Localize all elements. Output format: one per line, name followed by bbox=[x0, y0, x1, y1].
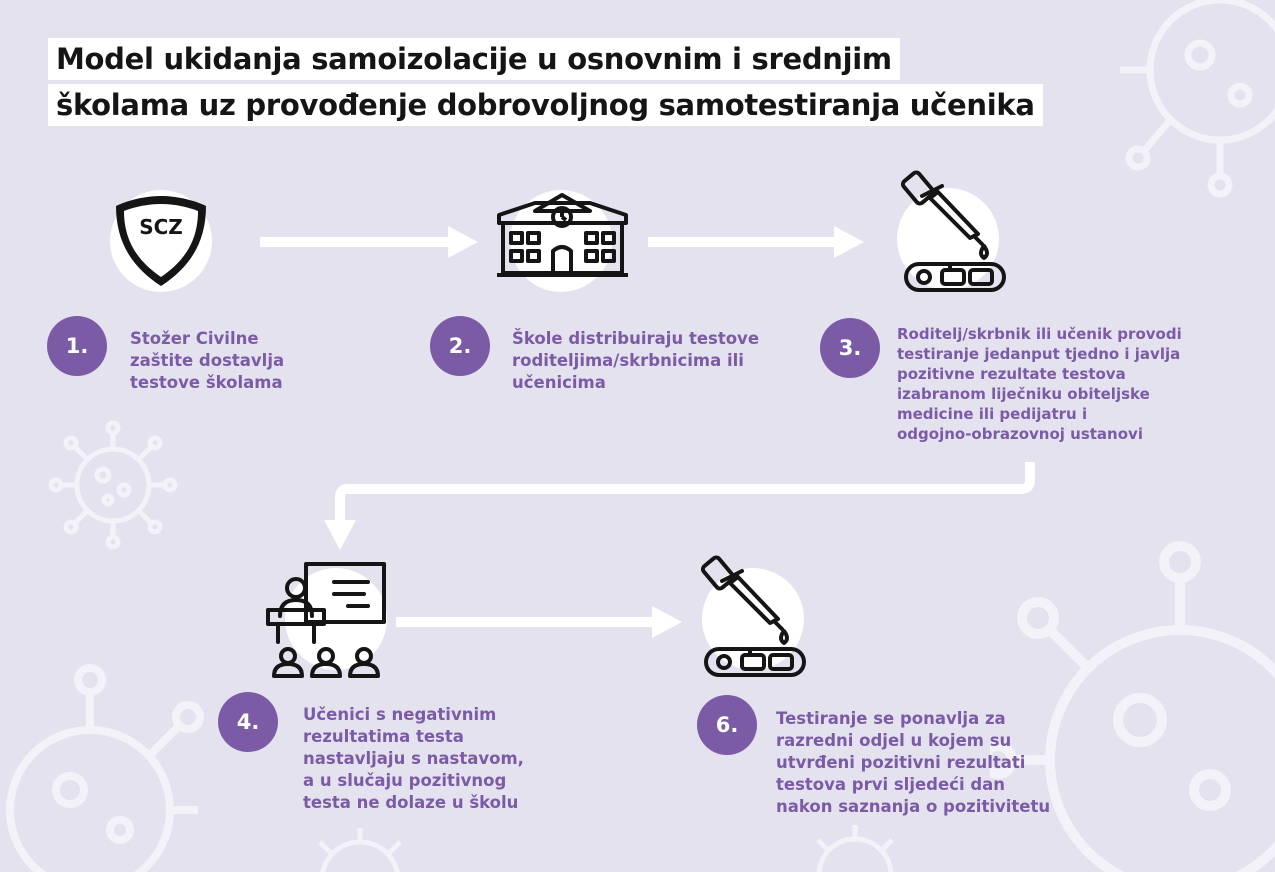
dropper-test-icon bbox=[700, 553, 810, 683]
scz-shield-icon bbox=[112, 192, 210, 290]
scz-shield-label: SCZ bbox=[139, 215, 183, 239]
step-1-badge: 1. bbox=[47, 316, 107, 376]
step-6-badge: 6. bbox=[697, 695, 757, 755]
step-3-description: Roditelj/skrbnik ili učenik provodi testiranje jedanput tjedno i javlja pozitivne rezultate testova izabranom liječniku obiteljske medicine ili pedijatru i odgojno-obrazovnoj ustanovi bbox=[897, 325, 1182, 443]
classroom-icon bbox=[264, 560, 389, 682]
virus-decoration-bottom-center-icon bbox=[300, 820, 420, 872]
arrow-step4-to-step6 bbox=[396, 606, 686, 638]
title-block bbox=[48, 38, 1043, 130]
step-2-badge: 2. bbox=[430, 316, 490, 376]
arrow-step2-to-step3 bbox=[648, 226, 868, 258]
virus-decoration-bottom-mid-icon bbox=[800, 815, 910, 872]
step-3-badge: 3. bbox=[820, 318, 880, 378]
virus-decoration-left-icon bbox=[48, 420, 178, 550]
step-2-description: Škole distribuiraju testove roditeljima/skrbnicima ili učenicima bbox=[512, 329, 760, 392]
page-title-line-2: školama uz provođenje dobrovoljnog samotestiranja učenika bbox=[48, 84, 1043, 126]
virus-decoration-top-right-icon bbox=[1110, 0, 1275, 200]
arrow-step3-to-step4 bbox=[318, 462, 1043, 552]
virus-decoration-bottom-left-icon bbox=[0, 660, 210, 872]
virus-decoration-bottom-right-icon bbox=[990, 540, 1275, 872]
school-building-icon bbox=[495, 193, 630, 278]
step-1-description: Stožer Civilne zaštite dostavlja testove školama bbox=[130, 329, 285, 392]
dropper-test-icon bbox=[900, 168, 1010, 298]
step-4-description: Učenici s negativnim rezultatima testa nastavljaju s nastavom, a u slučaju pozitivnog testa ne dolaze u školu bbox=[303, 705, 524, 812]
step-4-badge: 4. bbox=[218, 692, 278, 752]
page-title-line-1: Model ukidanja samoizolacije u osnovnim i srednjim bbox=[48, 38, 900, 80]
arrow-step1-to-step2 bbox=[260, 226, 480, 258]
step-6-description: Testiranje se ponavlja za razredni odjel u kojem su utvrđeni pozitivni rezultati testova prvi sljedeći dan nakon saznanja o pozitivitetu bbox=[776, 709, 1051, 816]
